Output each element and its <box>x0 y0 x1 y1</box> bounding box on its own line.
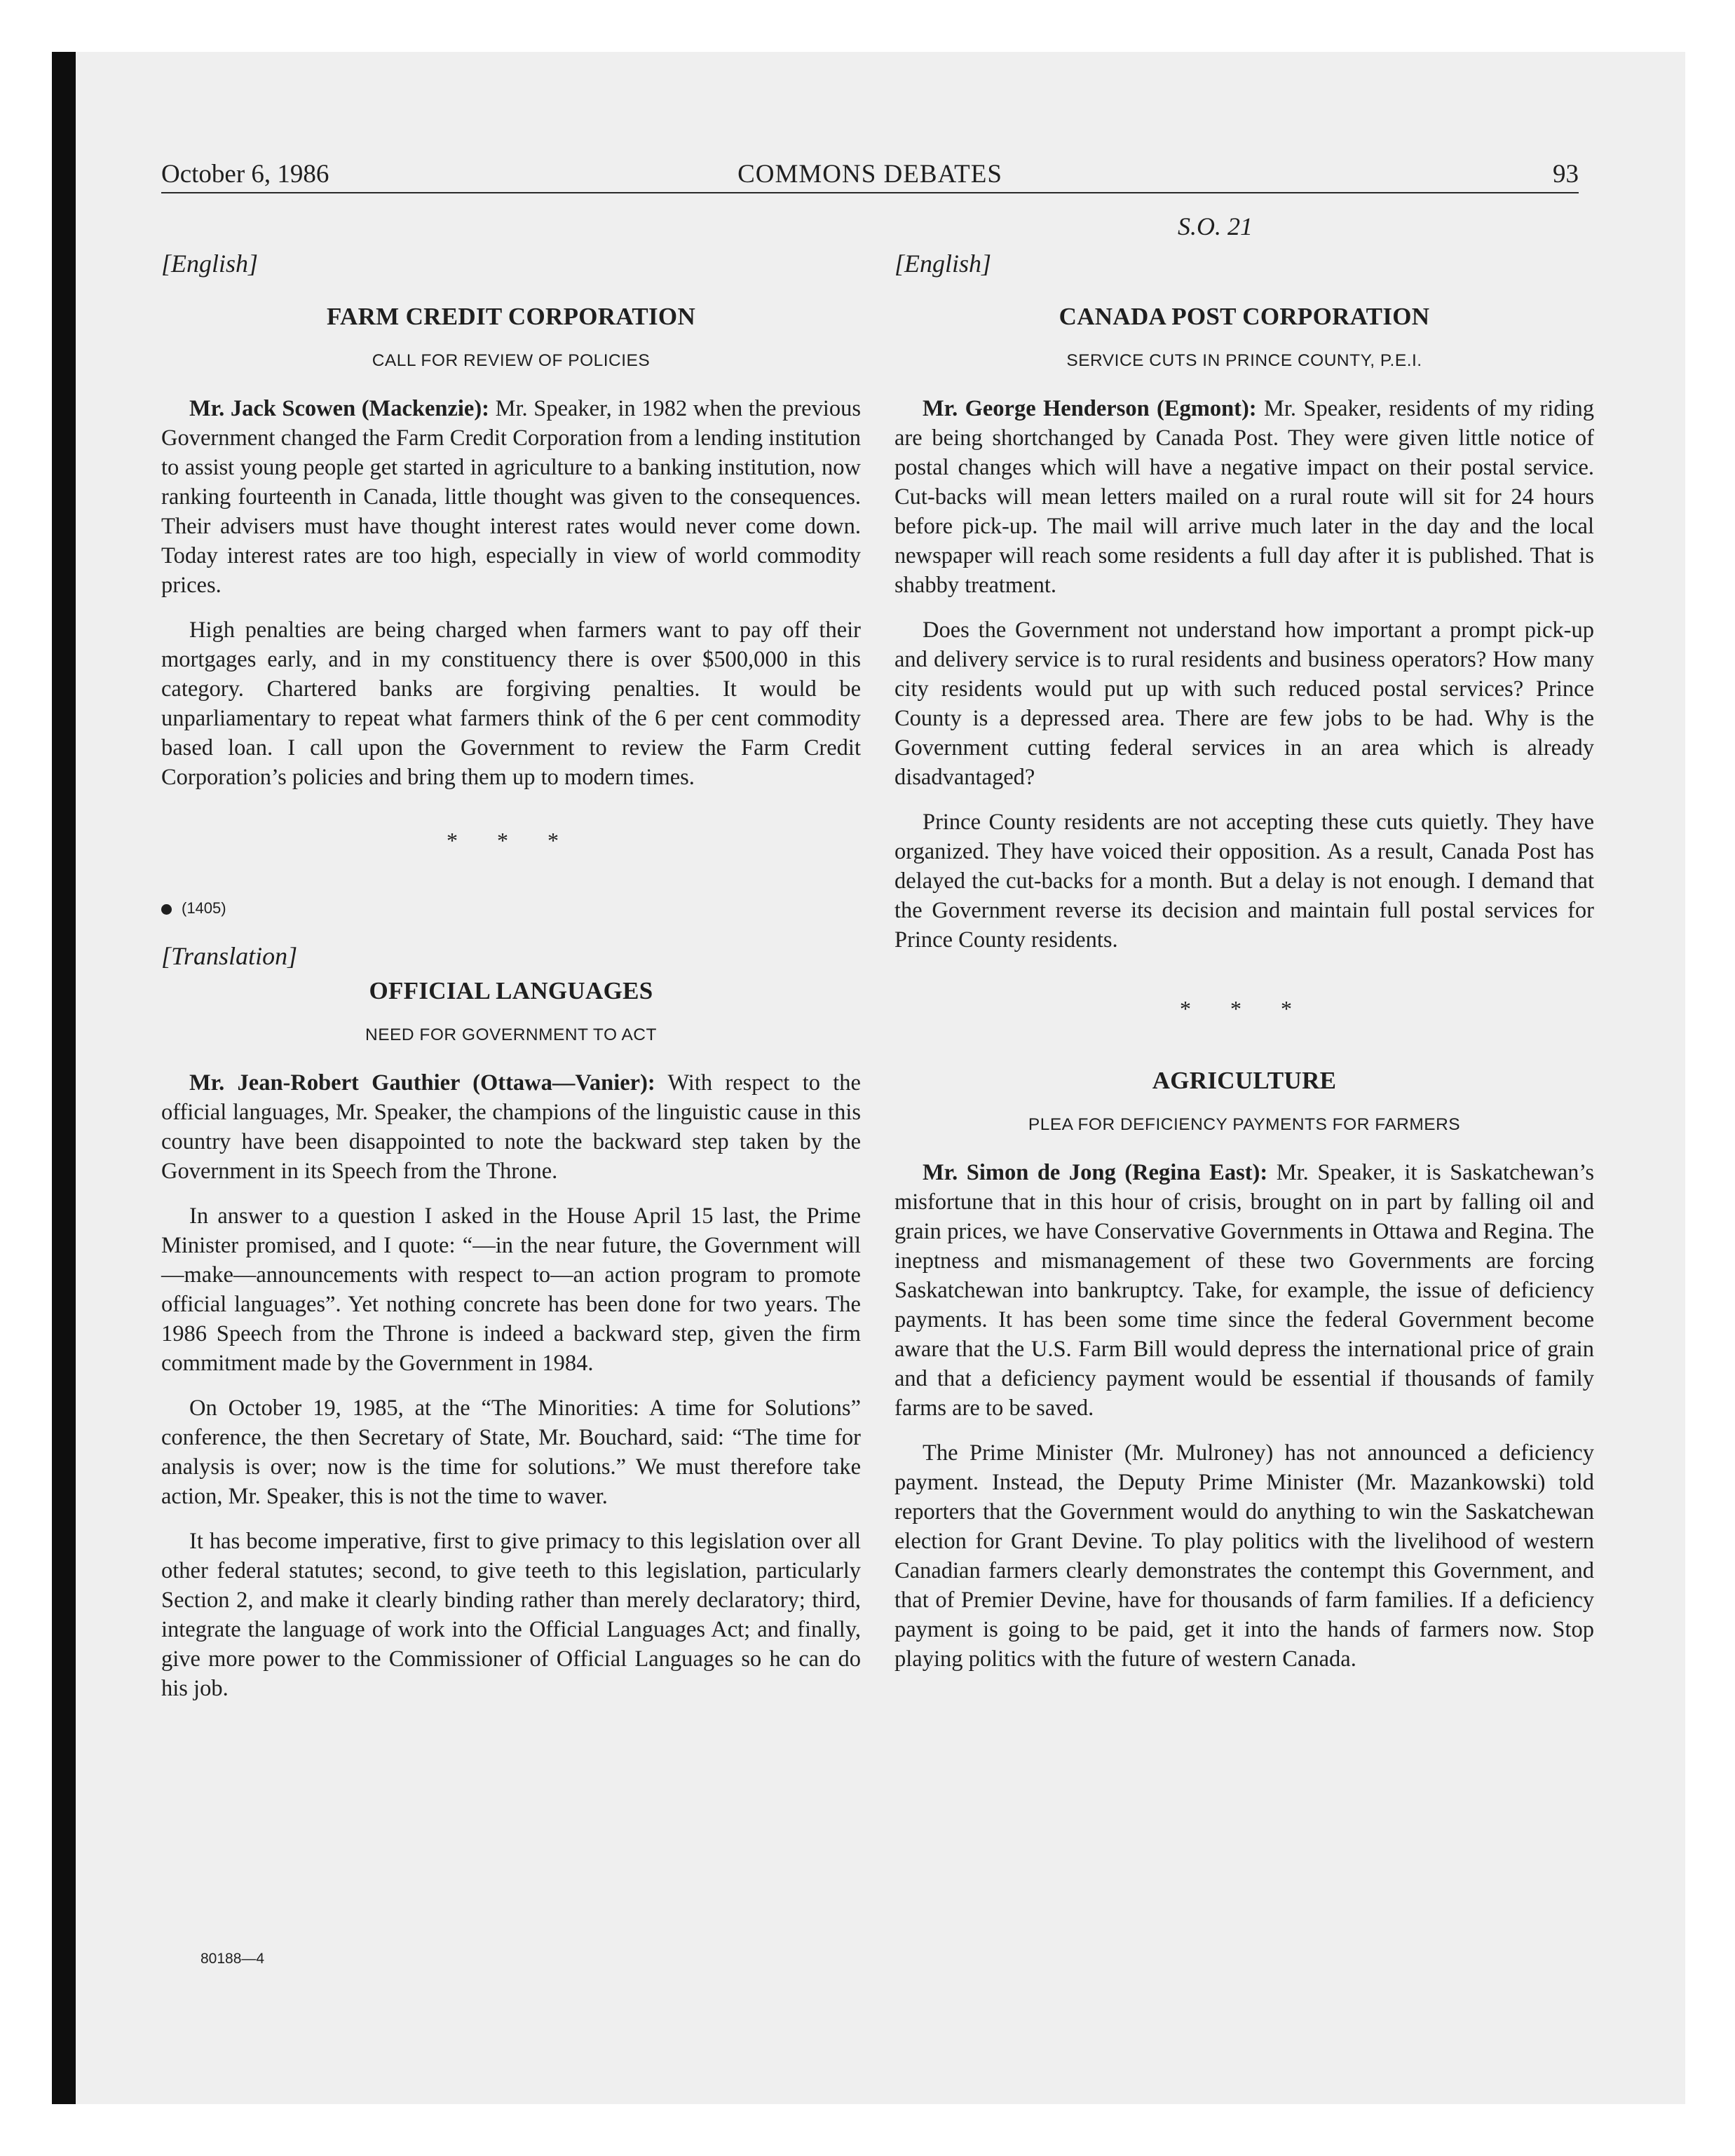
section-heading: AGRICULTURE <box>1152 1067 1337 1094</box>
section-subheading: CALL FOR REVIEW OF POLICIES <box>372 351 651 370</box>
language-tag: [Translation] <box>161 942 298 970</box>
paragraph-text: Mr. Speaker, in 1982 when the previous Government changed the Farm Credit Corporation from a lending institution to assist young people get started in agriculture to a banking institution, now ranking fourteenth in Canada, little thought was given to the consequences. Their advisers must have thought interest rates would never come down. Today interest rates are too high, especially in view of world commodity prices. <box>161 396 861 598</box>
statement-paragraph: It has become imperative, first to give primacy to this legislation over all other federal statutes; second, to give teeth to this legislation, particularly Section 2, and make it clearly binding rather than merely declaratory; third, integrate the language of work into the Official Languages Act; and finally, give more power to the Commissioner of Official Languages so he can do his job. <box>161 1529 861 1701</box>
page-number: 93 <box>1553 160 1579 189</box>
section-subheading: PLEA FOR DEFICIENCY PAYMENTS FOR FARMERS <box>1028 1115 1461 1134</box>
paragraph-text: Mr. Speaker, residents of my riding are being shortchanged by Canada Post. They were given little notice of postal changes which will have a negative impact on their postal service. Cut-backs will mean letters mailed on a rural route will sit for 24 hours before pick-up. The mail will arrive much later in the day and the local newspaper will reach some residents a full day after it is published. That is shabby treatment. <box>894 396 1594 598</box>
time-stamp: (1405) <box>182 899 226 917</box>
statement-paragraph: Prince County residents are not accepting these cuts quietly. They have organized. They have voiced their opposition. As a result, Canada Post has delayed the cut-backs for a month. But a delay is not enough. I demand that the Government reverse its decision and maintain full postal services for Prince County residents. <box>894 810 1594 953</box>
section-separator: * * * <box>447 828 576 853</box>
statement-paragraph: High penalties are being charged when farmers want to pay off their mortgages early, and in my constituency there is over $500,000 in this category. Chartered banks are forgiving penalties. It would be unparliamentary to repeat what farmers think of the 6 per cent commodity based loan. I call upon the Government to review the Farm Credit Corporation’s policies and bring them up to modern times. <box>161 618 861 790</box>
section-heading: FARM CREDIT CORPORATION <box>326 303 696 330</box>
statement-paragraph: Does the Government not understand how important a prompt pick-up and delivery service is to rural residents and business operators? How many city residents would put up with such reduced postal services? Prince County is a depressed area. There are few jobs to be had. Why is the Government cutting federal services in an area which is already disadvantaged? <box>894 618 1594 790</box>
language-tag: [English] <box>894 250 992 278</box>
footer-code: 80188—4 <box>200 1951 265 1967</box>
header-title: COMMONS DEBATES <box>737 160 1002 189</box>
standing-order-label: S.O. 21 <box>1178 212 1253 240</box>
section-heading: CANADA POST CORPORATION <box>1059 303 1430 330</box>
speaker-name: Mr. Jean-Robert Gauthier (Ottawa—Vanier): <box>189 1070 655 1096</box>
statement-paragraph: On October 19, 1985, at the “The Minorities: A time for Solutions” conference, the then Secretary of State, Mr. Bouchard, said: “The time for analysis is over; now is the time for solutions.” We must therefore take action, Mr. Speaker, this is not the time to waver. <box>161 1396 861 1509</box>
statement-paragraph <box>161 394 861 600</box>
speaker-name: Mr. George Henderson (Egmont): <box>923 396 1257 421</box>
left-column <box>161 247 861 1719</box>
running-header <box>161 157 1579 192</box>
statement-paragraph: In answer to a question I asked in the House April 15 last, the Prime Minister promised, and I quote: “—in the near future, the Government will—make—announcements with respect to—an action program to promote official languages”. Yet nothing concrete has been done for two years. The 1986 Speech from the Throne is indeed a backward step, given the firm commitment made by the Government in 1984. <box>161 1203 861 1376</box>
paragraph-text: Mr. Speaker, it is Saskatchewan’s misfortune that in this hour of crisis, brought on in part by falling oil and grain prices, we have Conservative Governments in Ottawa and Regina. The ineptness and mismanagement of these two Governments are forcing Saskatchewan into bankruptcy. Take, for example, the issue of deficiency payments. It has been some time since the federal Government become aware that the U.S. Farm Bill would depress the international price of grain and that a deficiency payment would be essential if thousands of family farms are to be saved. <box>894 1160 1595 1421</box>
time-marker <box>161 894 861 922</box>
statement-paragraph <box>161 1068 861 1186</box>
header-date: October 6, 1986 <box>161 160 329 189</box>
speaker-name: Mr. Simon de Jong (Regina East): <box>923 1160 1268 1185</box>
paragraph-text: With respect to the official languages, Mr. Speaker, the champions of the linguistic cause in this country have been disappointed to note the backward step taken by the Government in its Speech from the Throne. <box>161 1070 861 1184</box>
speaker-name: Mr. Jack Scowen (Mackenzie): <box>189 396 490 421</box>
section-heading: OFFICIAL LANGUAGES <box>369 977 653 1004</box>
right-column <box>894 247 1594 1689</box>
statement-paragraph: The Prime Minister (Mr. Mulroney) has not announced a deficiency payment. Instead, the Deputy Prime Minister (Mr. Mazankowski) told reporters that the Government would do anything to win the Saskatchewan election for Grant Devine. To play politics with the livelihood of western Canadian farmers clearly demonstrates the contempt this Government, and that of Premier Devine, have for thousands of farm families. If a deficiency payment is going to be paid, get it into the hands of farmers now. Stop playing politics with the future of western Canada. <box>894 1440 1594 1672</box>
language-tag: [English] <box>161 250 259 278</box>
statement-paragraph <box>894 1158 1594 1423</box>
section-separator: * * * <box>1180 996 1309 1021</box>
binding-edge <box>52 52 76 2104</box>
header-rule <box>161 192 1579 193</box>
section-subheading: NEED FOR GOVERNMENT TO ACT <box>365 1025 657 1044</box>
bullet-icon <box>161 904 172 915</box>
section-subheading: SERVICE CUTS IN PRINCE COUNTY, P.E.I. <box>1066 351 1422 370</box>
statement-paragraph <box>894 394 1594 600</box>
